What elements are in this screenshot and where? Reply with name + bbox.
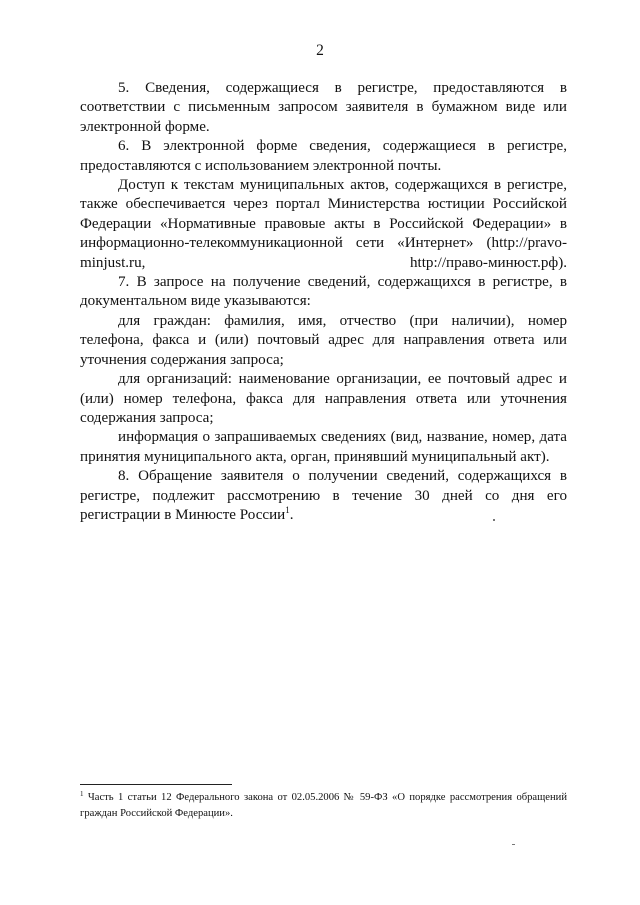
paragraph-organizations: для организаций: наименование организации, ее почтовый адрес и (или) номер телефона, факса для направления ответа или уточнения содержания запроса; [80, 371, 567, 426]
footnote-reference: 1 [285, 504, 290, 515]
footnote-marker: 1 [80, 790, 84, 798]
footnote [80, 790, 567, 821]
paragraph-access: Доступ к текстам муниципальных актов, содержащихся в регистре, также обеспечивается через портал Министерства юстиции Российской Федерации «Нормативные правовые акты в Российской Федерации» в информационно-телекоммуникационной сети «Интернет» (http://pravo-minjust.ru, http://право-минюст.рф). [80, 177, 567, 271]
scan-speck [493, 519, 495, 521]
document-body [80, 79, 567, 525]
footnote-text: Часть 1 статьи 12 Федерального закона от 02.05.2006 № 59-ФЗ «О порядке рассмотрения обращений граждан Российской Федерации». [80, 792, 567, 819]
paragraph-8-text: 8. Обращение заявителя о получении сведений, содержащихся в регистре, подлежит рассмотрению в течение 30 дней со дня его регистрации в Минюсте России [80, 468, 567, 523]
page-number: 2 [316, 42, 324, 59]
footnote-separator [80, 784, 232, 785]
scan-speck [512, 844, 515, 845]
paragraph-citizens: для граждан: фамилия, имя, отчество (при наличии), номер телефона, факса и (или) почтовый адрес для направления ответа или уточнения содержания запроса; [80, 312, 567, 368]
paragraph-requested-info: информация о запрашиваемых сведениях (вид, название, номер, дата принятия муниципального акта, орган, принявший муниципальный акт). [80, 429, 567, 465]
paragraph-7: 7. В запросе на получение сведений, содержащихся в регистре, в документальном виде указываются: [80, 274, 567, 310]
paragraph-6: 6. В электронной форме сведения, содержащиеся в регистре, предоставляются с использованием электронной почты. [80, 138, 567, 174]
paragraph-5: 5. Сведения, содержащиеся в регистре, предоставляются в соответствии с письменным запросом заявителя в бумажном виде или электронной форме. [80, 80, 567, 135]
paragraph-8: 8. Обращение заявителя о получении сведений, содержащихся в регистре, подлежит рассмотрению в течение 30 дней со дня его регистрации в Минюсте России$^1$. [80, 468, 567, 523]
